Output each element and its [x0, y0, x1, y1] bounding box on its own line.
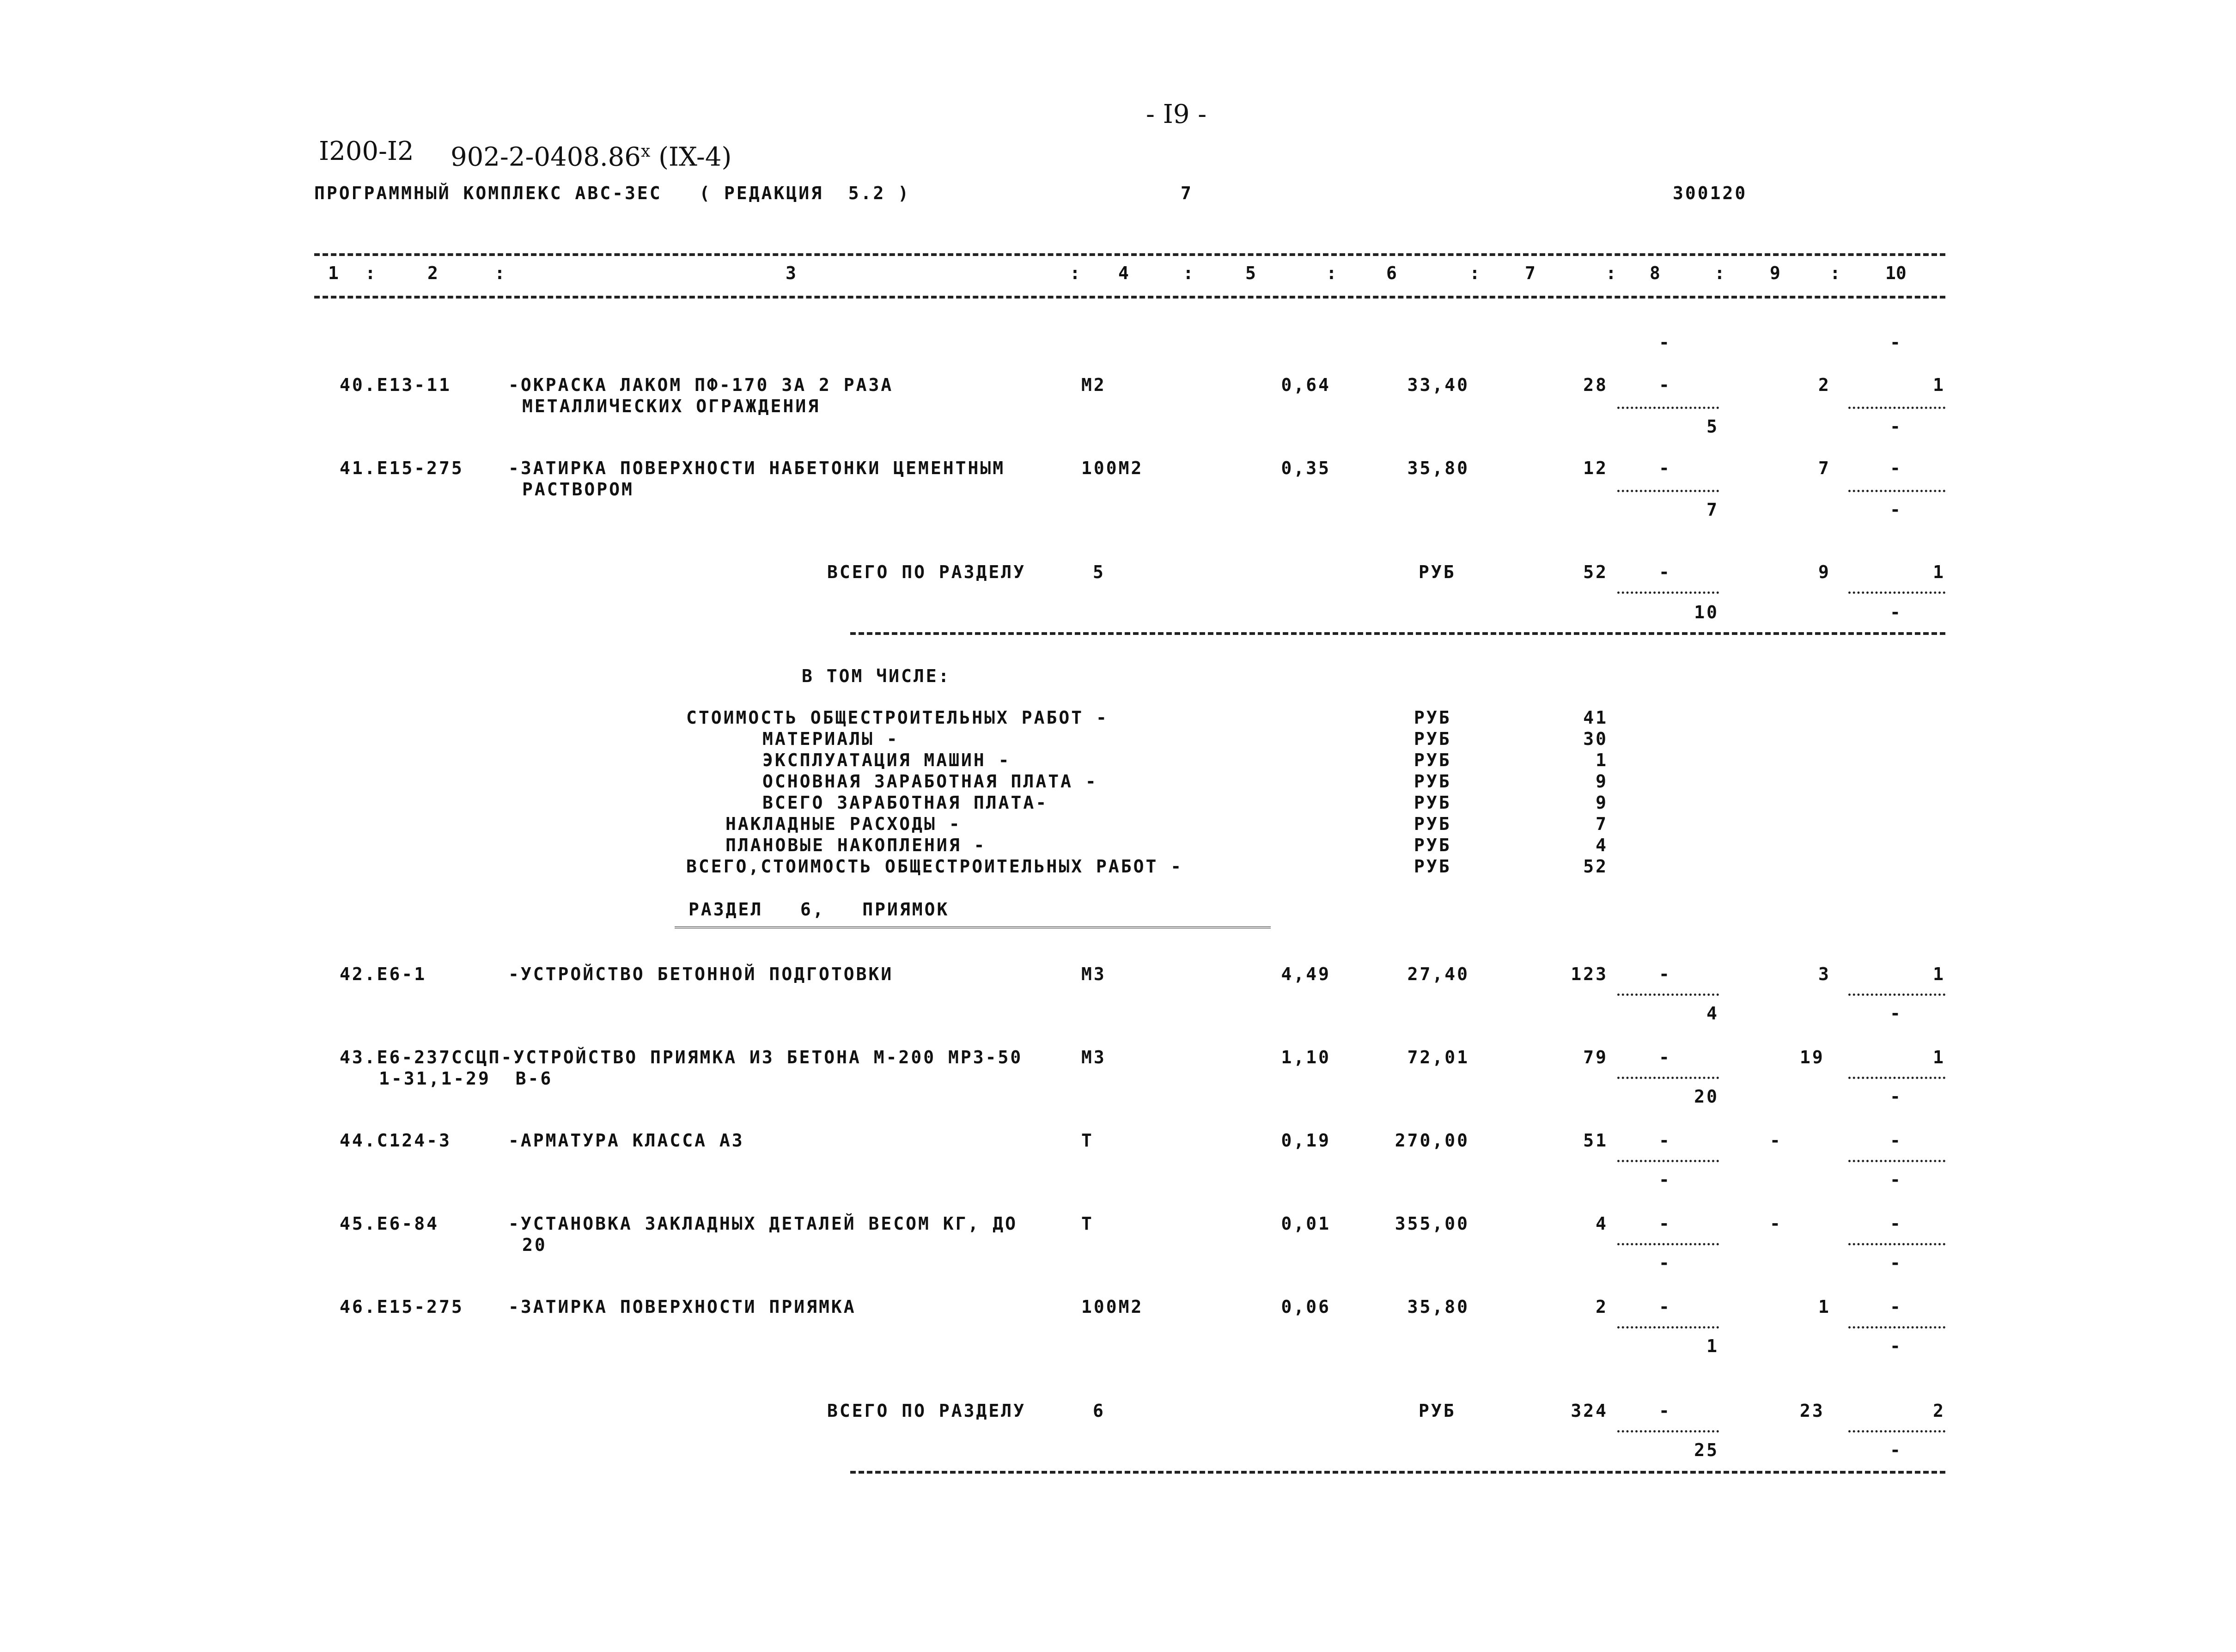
breakdown-label: ВСЕГО ЗАРАБОТНАЯ ПЛАТА- — [762, 792, 1048, 813]
row-description: -АРМАТУРА КЛАССА А3 — [508, 1130, 744, 1151]
row-code-cont: 1-31,1-29 В-6 — [379, 1068, 553, 1089]
row-description: -УСТАНОВКА ЗАКЛАДНЫХ ДЕТАЛЕЙ ВЕСОМ КГ, ДО — [508, 1213, 1017, 1234]
col-header-9: 9 — [1770, 263, 1780, 283]
col-header-1: 1 — [328, 263, 339, 283]
program-line: ПРОГРАММНЫЙ КОМПЛЕКС АВС-3ЕС ( РЕДАКЦИЯ 5.2 ) — [314, 183, 911, 203]
row-price: 355,00 — [1395, 1213, 1469, 1234]
col-header-4: 4 — [1118, 263, 1129, 283]
col-header-5: 5 — [1245, 263, 1256, 283]
row-description: -УСТРОЙСТВО БЕТОННОЙ ПОДГОТОВКИ — [508, 964, 894, 984]
total-value: 52 — [1583, 562, 1608, 582]
row-code: 43.Е6-237ССЦП-УСТРОЙСТВО ПРИЯМКА ИЗ БЕТОНА М-200 МРЗ-50 — [340, 1047, 1023, 1067]
row-total: 28 — [1583, 375, 1608, 395]
program-code: 300120 — [1673, 183, 1748, 203]
header-top-rule — [314, 253, 1945, 256]
row-code: 46.Е15-275 — [340, 1297, 464, 1317]
row-unit: 100М2 — [1081, 458, 1144, 478]
program-num: 7 — [1181, 183, 1193, 203]
section-heading-underline — [675, 927, 1271, 931]
section-divider — [850, 632, 1945, 635]
doc-code: I200-I2 — [319, 136, 414, 166]
row-total: 4 — [1596, 1213, 1608, 1234]
row-description: -ЗАТИРКА ПОВЕРХНОСТИ НАБЕТОНКИ ЦЕМЕНТНЫМ — [508, 458, 1005, 478]
total-value: 324 — [1571, 1401, 1608, 1421]
breakdown-label: МАТЕРИАЛЫ - — [762, 729, 899, 749]
row-qty: 1,10 — [1281, 1047, 1331, 1067]
total-label: ВСЕГО ПО РАЗДЕЛУ — [827, 562, 1026, 582]
row-code: 40.Е13-11 — [340, 375, 451, 395]
breakdown-title: В ТОМ ЧИСЛЕ: — [802, 666, 951, 686]
row-code: 42.Е6-1 — [340, 964, 427, 984]
row-qty: 0,06 — [1281, 1297, 1331, 1317]
col-header-7: 7 — [1525, 263, 1535, 283]
row-price: 33,40 — [1407, 375, 1469, 395]
breakdown-label: ОСНОВНАЯ ЗАРАБОТНАЯ ПЛАТА - — [762, 771, 1098, 792]
row-total: 51 — [1583, 1130, 1608, 1151]
row-price: 72,01 — [1407, 1047, 1469, 1067]
row-unit: М3 — [1081, 964, 1106, 984]
col-header-3: 3 — [786, 263, 796, 283]
project-code: 902-2-0408.86$^x$ (IX-4) — [451, 142, 732, 172]
row-price: 35,80 — [1407, 1297, 1469, 1317]
col-header-6: 6 — [1386, 263, 1397, 283]
row-price: 35,80 — [1407, 458, 1469, 478]
row-unit: М3 — [1081, 1047, 1106, 1067]
row-qty: 0,01 — [1281, 1213, 1331, 1234]
row-unit: Т — [1081, 1213, 1094, 1234]
breakdown-label: ВСЕГО,СТОИМОСТЬ ОБЩЕСТРОИТЕЛЬНЫХ РАБОТ - — [686, 856, 1183, 877]
row-total: 12 — [1583, 458, 1608, 478]
row-code: 44.С124-3 — [340, 1130, 451, 1151]
breakdown-label: ЭКСПЛУАТАЦИЯ МАШИН - — [762, 750, 1011, 770]
row-total: 2 — [1596, 1297, 1608, 1317]
total-label: ВСЕГО ПО РАЗДЕЛУ — [827, 1401, 1026, 1421]
breakdown-label: ПЛАНОВЫЕ НАКОПЛЕНИЯ - — [725, 835, 987, 855]
col-header-8: 8 — [1650, 263, 1660, 283]
section-heading: РАЗДЕЛ 6, ПРИЯМОК — [688, 899, 950, 920]
row-qty: 4,49 — [1281, 964, 1331, 984]
row-description-cont: 20 — [522, 1235, 547, 1255]
section-divider — [850, 1471, 1945, 1474]
row-description-cont: МЕТАЛЛИЧЕСКИХ ОГРАЖДЕНИЯ — [522, 396, 821, 416]
row-total: 123 — [1571, 964, 1608, 984]
row-qty: 0,19 — [1281, 1130, 1331, 1151]
row-total: 79 — [1583, 1047, 1608, 1067]
row-qty: 0,35 — [1281, 458, 1331, 478]
col-header-10: 10 — [1885, 263, 1907, 283]
row-price: 27,40 — [1407, 964, 1469, 984]
col-header-2: 2 — [427, 263, 438, 283]
row-code: 41.Е15-275 — [340, 458, 464, 478]
row-qty: 0,64 — [1281, 375, 1331, 395]
breakdown-label: СТОИМОСТЬ ОБЩЕСТРОИТЕЛЬНЫХ РАБОТ - — [686, 707, 1109, 728]
row-description: -ЗАТИРКА ПОВЕРХНОСТИ ПРИЯМКА — [508, 1297, 856, 1317]
row-unit: Т — [1081, 1130, 1094, 1151]
page-number: - I9 - — [1146, 99, 1207, 129]
row-code: 45.Е6-84 — [340, 1213, 439, 1234]
breakdown-label: НАКЛАДНЫЕ РАСХОДЫ - — [725, 814, 962, 834]
row-description: -ОКРАСКА ЛАКОМ ПФ-170 ЗА 2 РАЗА — [508, 375, 894, 395]
row-unit: 100М2 — [1081, 1297, 1144, 1317]
row-price: 270,00 — [1395, 1130, 1469, 1151]
row-unit: М2 — [1081, 375, 1106, 395]
header-bottom-rule — [314, 296, 1945, 299]
row-description-cont: РАСТВОРОМ — [522, 479, 634, 500]
